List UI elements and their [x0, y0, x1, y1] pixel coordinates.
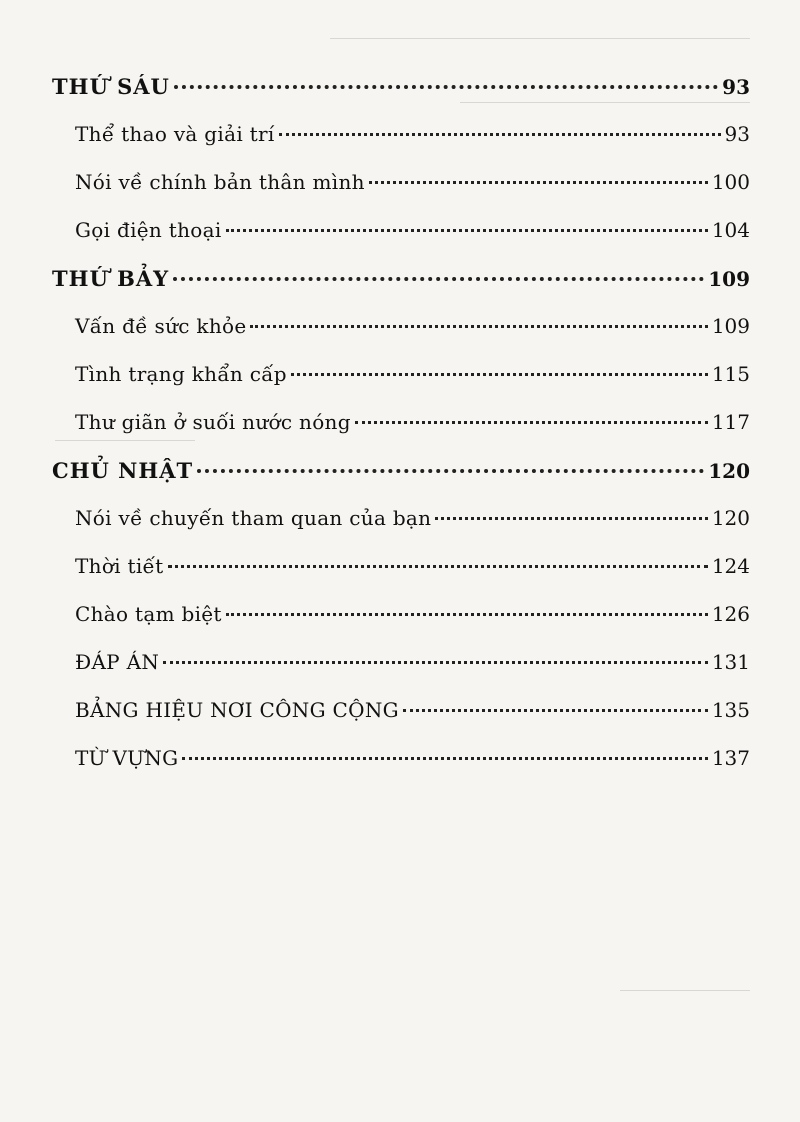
toc-entry-title: TỪ VỰNG: [75, 746, 179, 770]
toc-page-number: 120: [708, 459, 750, 483]
dot-leader: [163, 661, 708, 664]
toc-page-number: 117: [711, 410, 750, 434]
toc-entry-title: Thời tiết: [75, 554, 164, 578]
toc-entry-title: Vấn đề sức khỏe: [75, 314, 247, 338]
dot-leader: [173, 277, 704, 281]
toc-entry-title: Thư giãn ở suối nước nóng: [75, 410, 351, 434]
toc-page-number: 131: [711, 650, 750, 674]
dot-leader: [279, 133, 721, 136]
toc-page-number: 120: [711, 506, 750, 530]
toc-page-number: 93: [724, 122, 750, 146]
toc-entry-title: BẢNG HIỆU NƠI CÔNG CỘNG: [75, 698, 399, 722]
dot-leader: [197, 469, 704, 473]
toc-entry-title: Tình trạng khẩn cấp: [75, 362, 287, 386]
toc-page-number: 100: [711, 170, 750, 194]
toc-entry-title: Nói về chính bản thân mình: [75, 170, 365, 194]
toc-page-number: 115: [711, 362, 750, 386]
toc-chapter-row[interactable]: [52, 266, 750, 306]
toc-entry-row[interactable]: [75, 746, 750, 786]
toc-chapter-title: THỨ BẢY: [52, 266, 170, 291]
toc-entry-title: ĐÁP ÁN: [75, 650, 160, 674]
toc-entry-title: Nói về chuyến tham quan của bạn: [75, 506, 432, 530]
toc-entry-row[interactable]: [75, 122, 750, 162]
dot-leader: [226, 613, 708, 616]
dot-leader: [355, 421, 708, 424]
toc-entry-row[interactable]: [75, 506, 750, 546]
toc-entry-row[interactable]: [75, 410, 750, 450]
dot-leader: [291, 373, 708, 376]
toc-page-number: 137: [711, 746, 750, 770]
toc-page-number: 109: [711, 314, 750, 338]
dot-leader: [369, 181, 708, 184]
toc-chapter-row[interactable]: [52, 74, 750, 114]
toc-page-number: 93: [722, 75, 750, 99]
dot-leader: [226, 229, 708, 232]
toc-page-number: 135: [711, 698, 750, 722]
toc-entry-row[interactable]: [75, 554, 750, 594]
toc-entry-row[interactable]: [75, 650, 750, 690]
toc-entry-row[interactable]: [75, 362, 750, 402]
dot-leader: [435, 517, 707, 520]
toc-chapter-title: THỨ SÁU: [52, 74, 170, 99]
toc-entry-row[interactable]: [75, 218, 750, 258]
toc-page-number: 109: [708, 267, 750, 291]
toc-entry-title: Gọi điện thoại: [75, 218, 222, 242]
toc-page-number: 124: [711, 554, 750, 578]
dot-leader: [182, 757, 707, 760]
toc-chapter-row[interactable]: [52, 458, 750, 498]
toc-entry-row[interactable]: [75, 602, 750, 642]
dot-leader: [250, 325, 707, 328]
toc-entry-row[interactable]: [75, 170, 750, 210]
toc-entry-row[interactable]: [75, 698, 750, 738]
dot-leader: [403, 709, 708, 712]
toc-entry-title: Thể thao và giải trí: [75, 122, 275, 146]
dot-leader: [174, 85, 718, 89]
toc-page-number: 126: [711, 602, 750, 626]
toc-chapter-title: CHỦ NHẬT: [52, 458, 194, 483]
dot-leader: [168, 565, 708, 568]
toc-entry-title: Chào tạm biệt: [75, 602, 222, 626]
toc-entry-row[interactable]: [75, 314, 750, 354]
toc-page-number: 104: [711, 218, 750, 242]
